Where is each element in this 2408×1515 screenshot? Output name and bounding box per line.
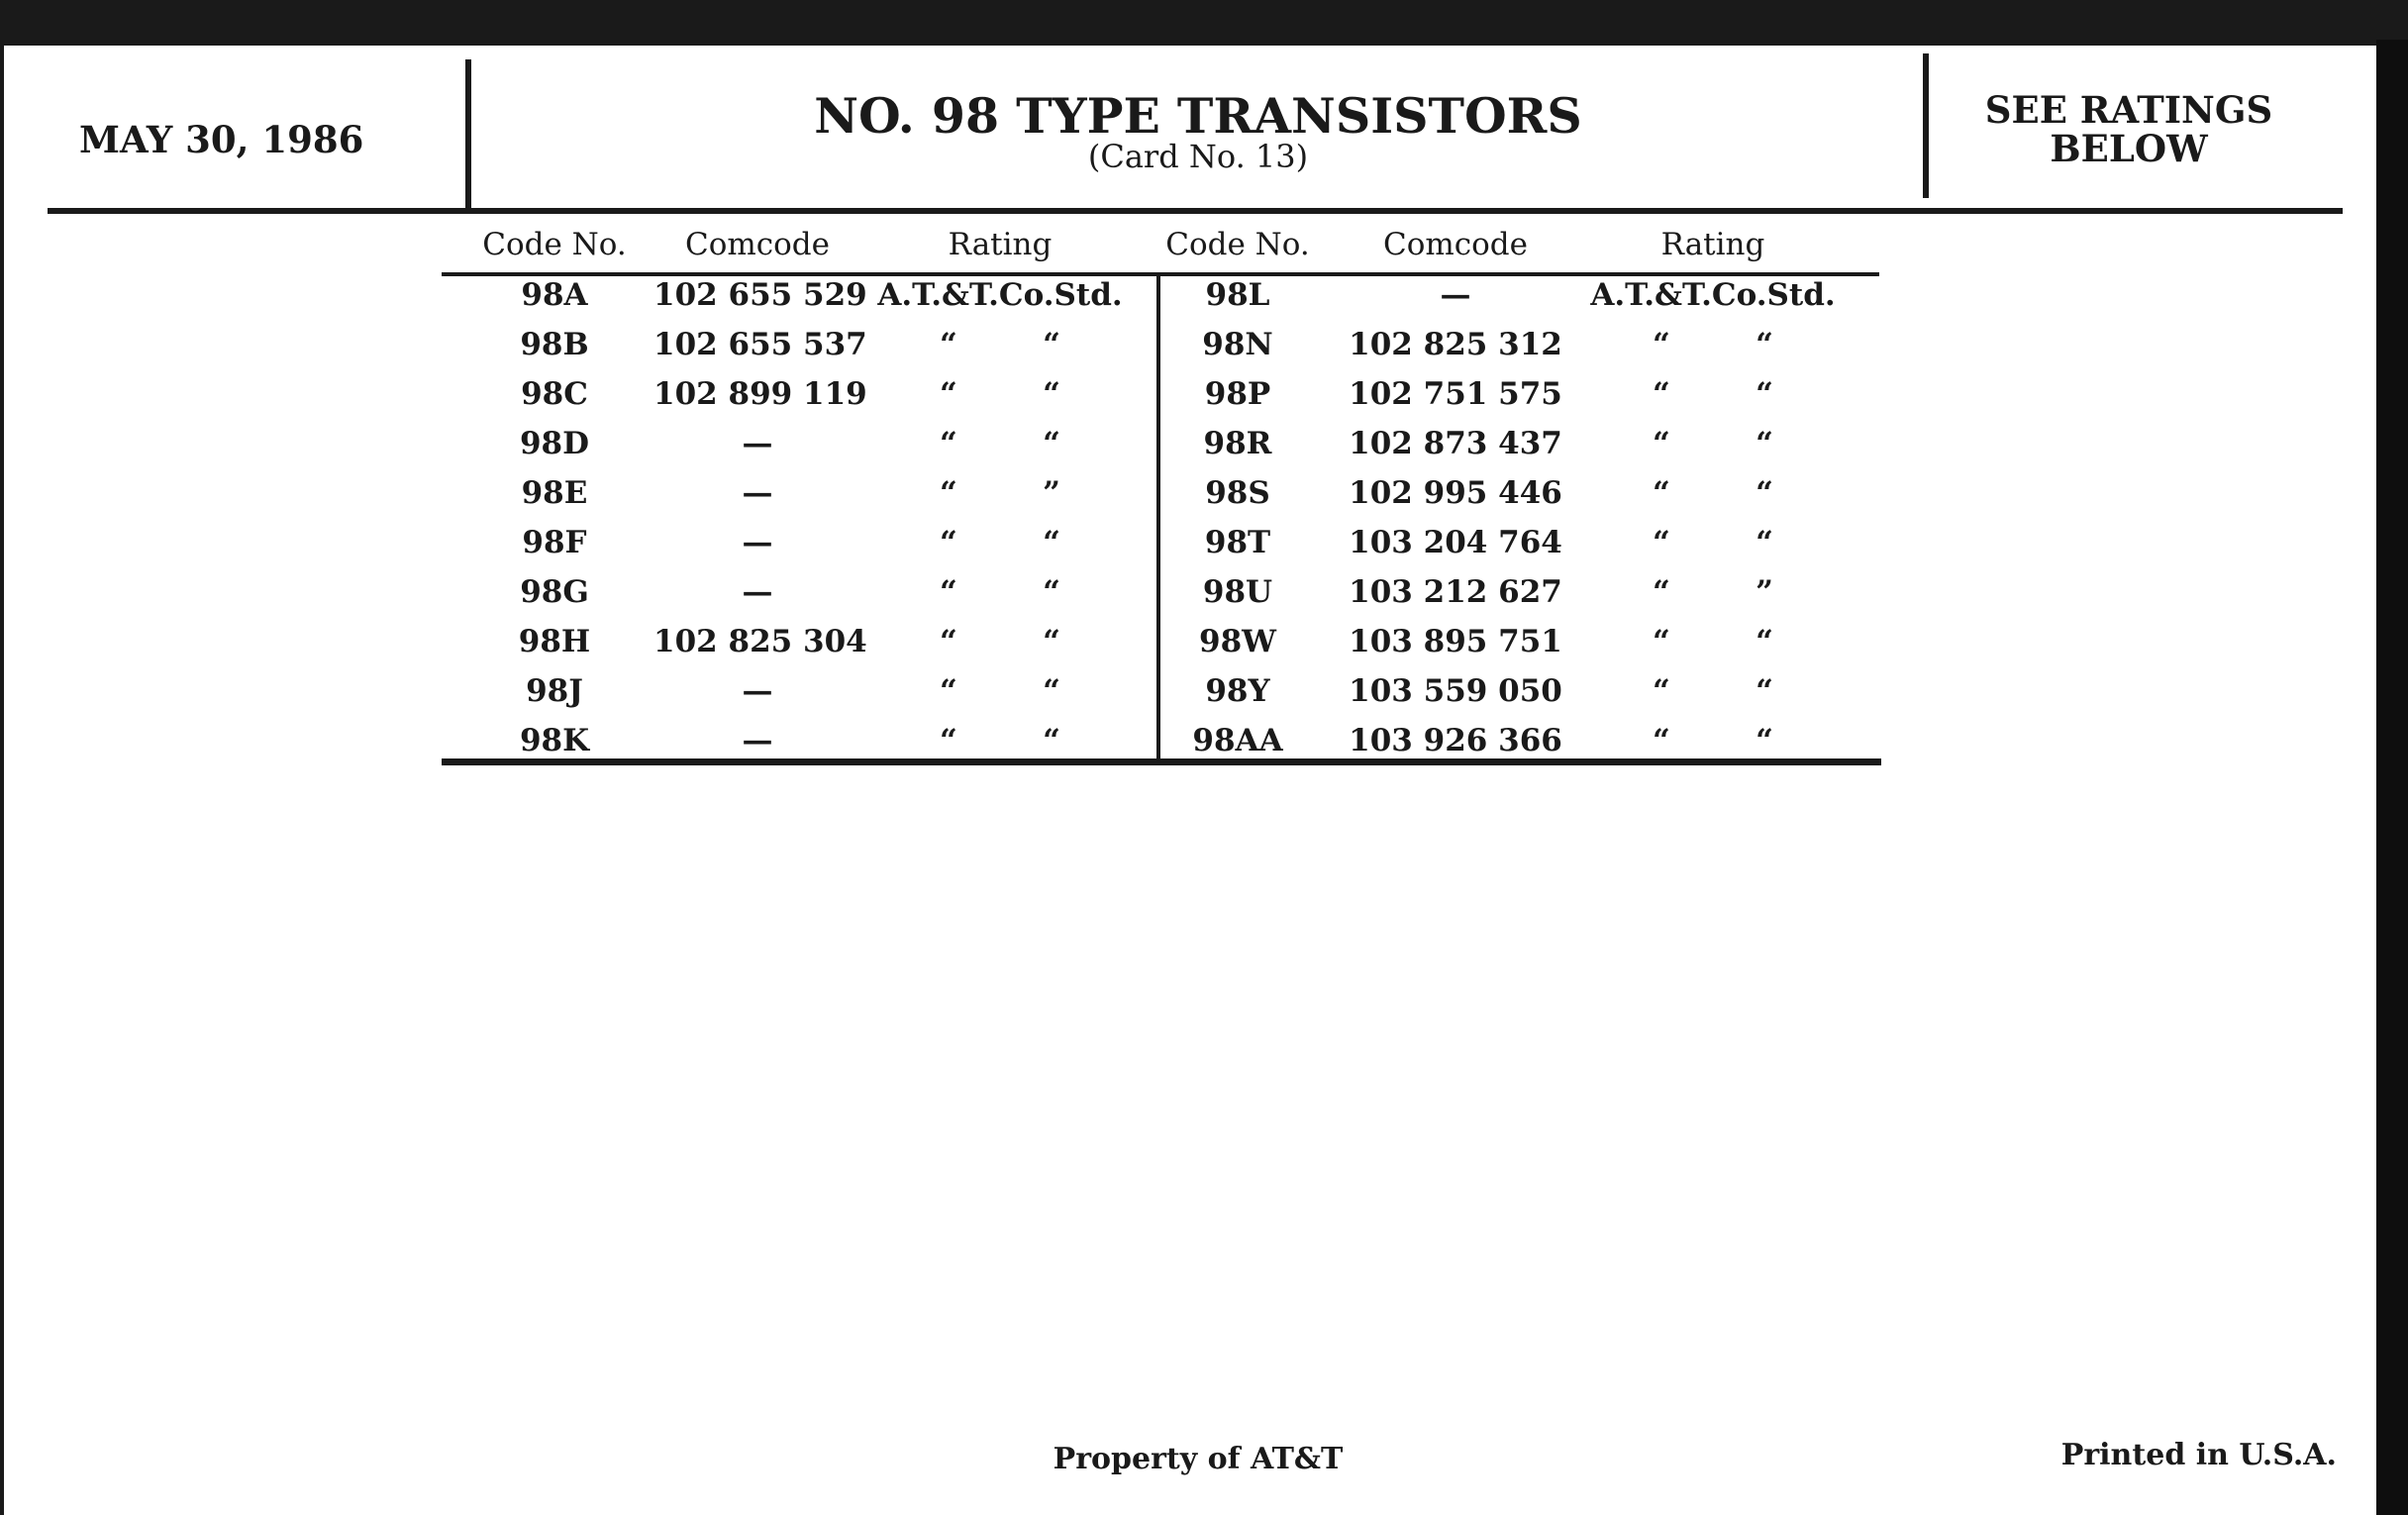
table-cell-right-rating: “ “ xyxy=(1652,376,1773,412)
table-cell-right-code: 98W xyxy=(1199,624,1276,659)
table-cell-right-comcode: — xyxy=(1440,277,1471,313)
col-header-rating-right: Rating xyxy=(1660,227,1765,262)
table-cell-right-comcode: 102 873 437 xyxy=(1349,426,1562,461)
header-divider-right xyxy=(1923,53,1929,198)
table-cell-right-code: 98R xyxy=(1203,426,1272,461)
table-cell-left-comcode: — xyxy=(742,525,773,560)
ratings-note-line1: SEE RATINGS xyxy=(1984,88,2273,132)
scan-edge xyxy=(2376,40,2408,1515)
table-cell-left-comcode: — xyxy=(742,723,773,758)
table-cell-left-code: 98C xyxy=(521,376,588,412)
table-cell-left-code: 98J xyxy=(526,673,583,709)
table-cell-left-rating: “ “ xyxy=(939,376,1060,412)
table-cell-right-comcode: 103 926 366 xyxy=(1349,723,1562,758)
table-cell-left-rating: “ “ xyxy=(939,426,1060,461)
table-cell-left-comcode: 102 899 119 xyxy=(653,376,867,412)
col-header-rating-left: Rating xyxy=(948,227,1053,262)
table-cell-left-code: 98K xyxy=(519,723,590,758)
table-cell-left-rating: “ “ xyxy=(939,624,1060,659)
document-card xyxy=(4,46,2376,1515)
table-cell-right-code: 98U xyxy=(1202,574,1273,610)
table-cell-left-comcode: 102 825 304 xyxy=(653,624,867,659)
table-cell-left-rating: “ “ xyxy=(939,327,1060,362)
col-header-comcode-left: Comcode xyxy=(685,227,830,262)
table-cell-right-rating: “ ” xyxy=(1652,574,1773,610)
table-cell-left-code: 98D xyxy=(519,426,590,461)
table-cell-left-code: 98H xyxy=(518,624,591,659)
table-cell-right-comcode: 103 559 050 xyxy=(1349,673,1562,709)
table-cell-right-rating: A.T.&T.Co.Std. xyxy=(1590,277,1836,313)
table-cell-right-code: 98S xyxy=(1205,475,1270,511)
table-cell-right-comcode: 102 751 575 xyxy=(1349,376,1562,412)
table-cell-left-rating: “ ” xyxy=(939,475,1060,511)
property-note: Property of AT&T xyxy=(1053,1442,1344,1476)
table-cell-left-code: 98B xyxy=(520,327,589,362)
table-cell-left-rating: “ “ xyxy=(939,673,1060,709)
table-cell-right-comcode: 103 204 764 xyxy=(1349,525,1562,560)
table-cell-left-code: 98F xyxy=(522,525,587,560)
card-title: NO. 98 TYPE TRANSISTORS xyxy=(814,87,1582,145)
table-cell-left-rating: “ “ xyxy=(939,525,1060,560)
table-cell-left-code: 98E xyxy=(521,475,588,511)
table-cell-right-comcode: 102 825 312 xyxy=(1349,327,1562,362)
table-cell-right-code: 98T xyxy=(1204,525,1271,560)
table-cell-left-comcode: 102 655 529 xyxy=(653,277,867,313)
printed-note: Printed in U.S.A. xyxy=(2060,1438,2337,1472)
table-cell-right-rating: “ “ xyxy=(1652,624,1773,659)
table-cell-right-rating: “ “ xyxy=(1652,525,1773,560)
col-header-code-left: Code No. xyxy=(482,227,627,262)
table-cell-right-comcode: 103 212 627 xyxy=(1349,574,1562,610)
table-cell-right-comcode: 102 995 446 xyxy=(1349,475,1562,511)
table-cell-right-comcode: 103 895 751 xyxy=(1349,624,1562,659)
col-header-comcode-right: Comcode xyxy=(1383,227,1528,262)
table-cell-left-rating: “ “ xyxy=(939,723,1060,758)
table-cell-right-rating: “ “ xyxy=(1652,673,1773,709)
card-subtitle: (Card No. 13) xyxy=(1087,138,1309,175)
table-cell-left-comcode: 102 655 537 xyxy=(653,327,867,362)
table-cell-left-comcode: — xyxy=(742,475,773,511)
table-cell-right-rating: “ “ xyxy=(1652,327,1773,362)
table-cell-right-rating: “ “ xyxy=(1652,723,1773,758)
table-cell-right-rating: “ “ xyxy=(1652,426,1773,461)
table-cell-left-code: 98A xyxy=(521,277,588,313)
ratings-note xyxy=(1931,88,2327,170)
card-date: MAY 30, 1986 xyxy=(79,118,364,161)
table-cell-right-code: 98P xyxy=(1204,376,1271,412)
table-cell-right-code: 98L xyxy=(1205,277,1270,313)
ratings-note-line2: BELOW xyxy=(2050,126,2208,170)
table-cell-left-code: 98G xyxy=(520,574,589,610)
table-cell-left-comcode: — xyxy=(742,673,773,709)
table-cell-left-rating: “ “ xyxy=(939,574,1060,610)
table-cell-left-comcode: — xyxy=(742,574,773,610)
table-cell-left-comcode: — xyxy=(742,426,773,461)
col-header-code-right: Code No. xyxy=(1165,227,1310,262)
header-divider-left xyxy=(465,59,471,208)
table-cell-left-rating: A.T.&T.Co.Std. xyxy=(877,277,1123,313)
table-cell-right-code: 98AA xyxy=(1192,723,1283,758)
table-cell-right-code: 98N xyxy=(1202,327,1273,362)
header-rule xyxy=(48,208,2343,214)
table-cell-right-rating: “ “ xyxy=(1652,475,1773,511)
table-cell-right-code: 98Y xyxy=(1205,673,1270,709)
